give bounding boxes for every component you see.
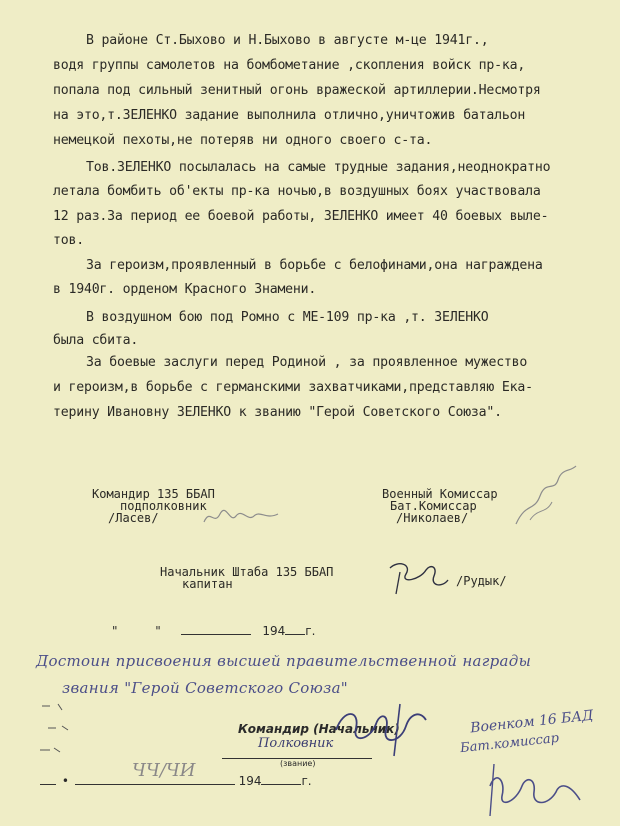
month-blank	[181, 624, 251, 635]
chief-of-staff-name: /Рудык/	[456, 574, 507, 588]
handwritten-right-note-1: Военком 16 БАД	[469, 707, 595, 737]
body-line: была сбита.	[53, 333, 139, 348]
commander-name: /Ласев/	[108, 511, 159, 525]
body-line: и героизм,в борьбе с германскими захватчиками,представляю Ека-	[53, 380, 533, 395]
body-line: За героизм,проявленный в борьбе с белофинами,она награждена	[86, 258, 543, 273]
year-blank	[285, 624, 305, 635]
date-quote-close: "	[155, 624, 161, 638]
body-line: Тов.ЗЕЛЕНКО посылалась на самые трудные задания,неоднократно	[86, 160, 551, 175]
chief-of-staff-title: Начальник Штаба 135 ББАП	[160, 565, 334, 579]
year-label: 194	[262, 624, 286, 638]
handwritten-right-note-2: Бат.комиссар	[459, 730, 560, 757]
body-line: водя группы самолетов на бомбометание ,скопления войск пр-ка,	[53, 58, 526, 73]
chief-of-staff-handwritten-signature	[386, 558, 450, 598]
body-line: летала бомбить об'екты пр-ка ночью,в воздушных боях участвовала	[53, 184, 541, 199]
body-line: В районе Ст.Быхово и Н.Быхово в августе м-це 1941г.,	[86, 33, 489, 48]
right-note-signature	[486, 756, 586, 822]
commander-title: Командир 135 ББАП	[92, 487, 215, 501]
rank-caption: (звание)	[280, 759, 316, 768]
bottom-year-label: 194	[238, 774, 262, 788]
commander-rank: подполковник	[120, 499, 207, 513]
commander-form-label: Командир (Начальник)	[238, 722, 400, 736]
chief-of-staff-rank: капитан	[182, 577, 233, 591]
handwritten-resolution-line-1: Достоин присвоения высшей правительственной награды	[36, 652, 532, 670]
handwritten-rank: Полковник	[258, 736, 334, 751]
commissar-title: Военный Комиссар	[382, 487, 498, 501]
commissar-handwritten-signature	[510, 462, 580, 532]
body-line: на это,т.ЗЕЛЕНКО задание выполнила отлично,уничтожив батальон	[53, 108, 526, 123]
date-quote-open: "	[112, 624, 118, 638]
day-blank	[40, 774, 56, 785]
bottom-year-suffix: г.	[301, 774, 312, 788]
bottom-year-blank	[261, 774, 301, 785]
year-suffix: г.	[305, 624, 316, 638]
body-line: терину Ивановну ЗЕЛЕНКО к званию "Герой Советского Союза".	[53, 405, 502, 420]
handwritten-resolution-line-2: звания "Герой Советского Союза"	[62, 679, 349, 697]
date-line	[112, 624, 315, 638]
body-line: 12 раз.За период ее боевой работы, ЗЕЛЕНКО имеет 40 боевых выле-	[53, 209, 549, 224]
bottom-date-line: • 194 г.	[40, 774, 312, 788]
left-margin-marks	[32, 698, 82, 768]
body-line: в 1940г. орденом Красного Знамени.	[53, 282, 317, 297]
body-line: За боевые заслуги перед Родиной , за проявленное мужество	[86, 355, 528, 370]
commander-ink-signature	[330, 700, 440, 760]
body-line: немецкой пехоты,не потеряв ни одного своего с-та.	[53, 133, 433, 148]
body-line: попала под сильный зенитный огонь вражеской артиллерии.Несмотря	[53, 83, 541, 98]
body-line: В воздушном бою под Ромно с МЕ-109 пр-ка ,т. ЗЕЛЕНКО	[86, 310, 489, 325]
commissar-name: /Николаев/	[396, 511, 469, 525]
body-line: тов.	[53, 233, 84, 248]
commander-handwritten-signature	[200, 504, 280, 530]
pencil-mark: ЧЧ/ЧИ	[132, 760, 196, 781]
commissar-rank: Бат.Комиссар	[390, 499, 477, 513]
